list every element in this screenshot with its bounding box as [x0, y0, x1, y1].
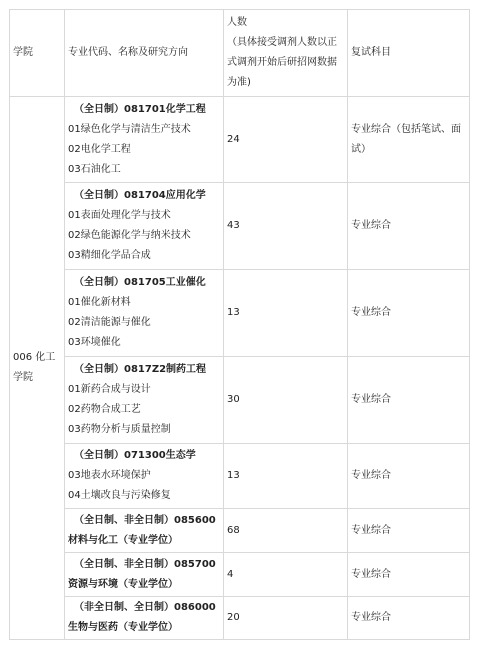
count-cell: 43: [224, 183, 348, 270]
count-cell: 4: [224, 553, 348, 597]
count-cell: 13: [224, 444, 348, 509]
major-cell: （全日制）071300生态学 03地表水环境保护 04土壤改良与污染修复: [65, 444, 224, 509]
major-cell: （全日制）0817Z2制药工程 01新药合成与设计 02药物合成工艺 03药物分析与质量控制: [65, 357, 224, 444]
exam-cell: 专业综合（包括笔试、面 试）: [348, 97, 470, 183]
header-major: 专业代码、名称及研究方向: [65, 10, 224, 97]
exam-cell: 专业综合: [348, 357, 470, 444]
exam-cell: 专业综合: [348, 270, 470, 357]
major-cell: （全日制）081701化学工程 01绿色化学与清洁生产技术 02电化学工程 03石油化工: [65, 97, 224, 183]
header-row: [10, 10, 470, 97]
major-cell: （全日制）081705工业催化 01催化新材料 02清洁能源与催化 03环境催化: [65, 270, 224, 357]
major-cell: （非全日制、全日制）086000 生物与医药（专业学位）: [65, 597, 224, 640]
exam-cell: 专业综合: [348, 509, 470, 553]
exam-cell: 专业综合: [348, 553, 470, 597]
college-cell: 006 化工 学院: [10, 97, 65, 640]
major-cell: （全日制、非全日制）085700 资源与环境（专业学位）: [65, 553, 224, 597]
count-cell: 20: [224, 597, 348, 640]
header-college: 学院: [10, 10, 65, 97]
exam-cell: 专业综合: [348, 444, 470, 509]
count-cell: 30: [224, 357, 348, 444]
header-count: 人数 （具体接受调剂人数以正 式调剂开始后研招网数据 为准): [224, 10, 348, 97]
table-row: [10, 183, 470, 270]
count-cell: 68: [224, 509, 348, 553]
table-row: [10, 444, 470, 509]
table-row: [10, 357, 470, 444]
exam-cell: 专业综合: [348, 183, 470, 270]
table-row: [10, 597, 470, 640]
table-row: [10, 553, 470, 597]
count-cell: 24: [224, 97, 348, 183]
table-row: [10, 97, 470, 183]
admissions-table: [9, 9, 470, 640]
header-exam: 复试科目: [348, 10, 470, 97]
count-cell: 13: [224, 270, 348, 357]
major-cell: （全日制）081704应用化学 01表面处理化学与技术 02绿色能源化学与纳米技术 03精细化学品合成: [65, 183, 224, 270]
exam-cell: 专业综合: [348, 597, 470, 640]
table-row: [10, 509, 470, 553]
major-cell: （全日制、非全日制）085600 材料与化工（专业学位）: [65, 509, 224, 553]
table-row: [10, 270, 470, 357]
